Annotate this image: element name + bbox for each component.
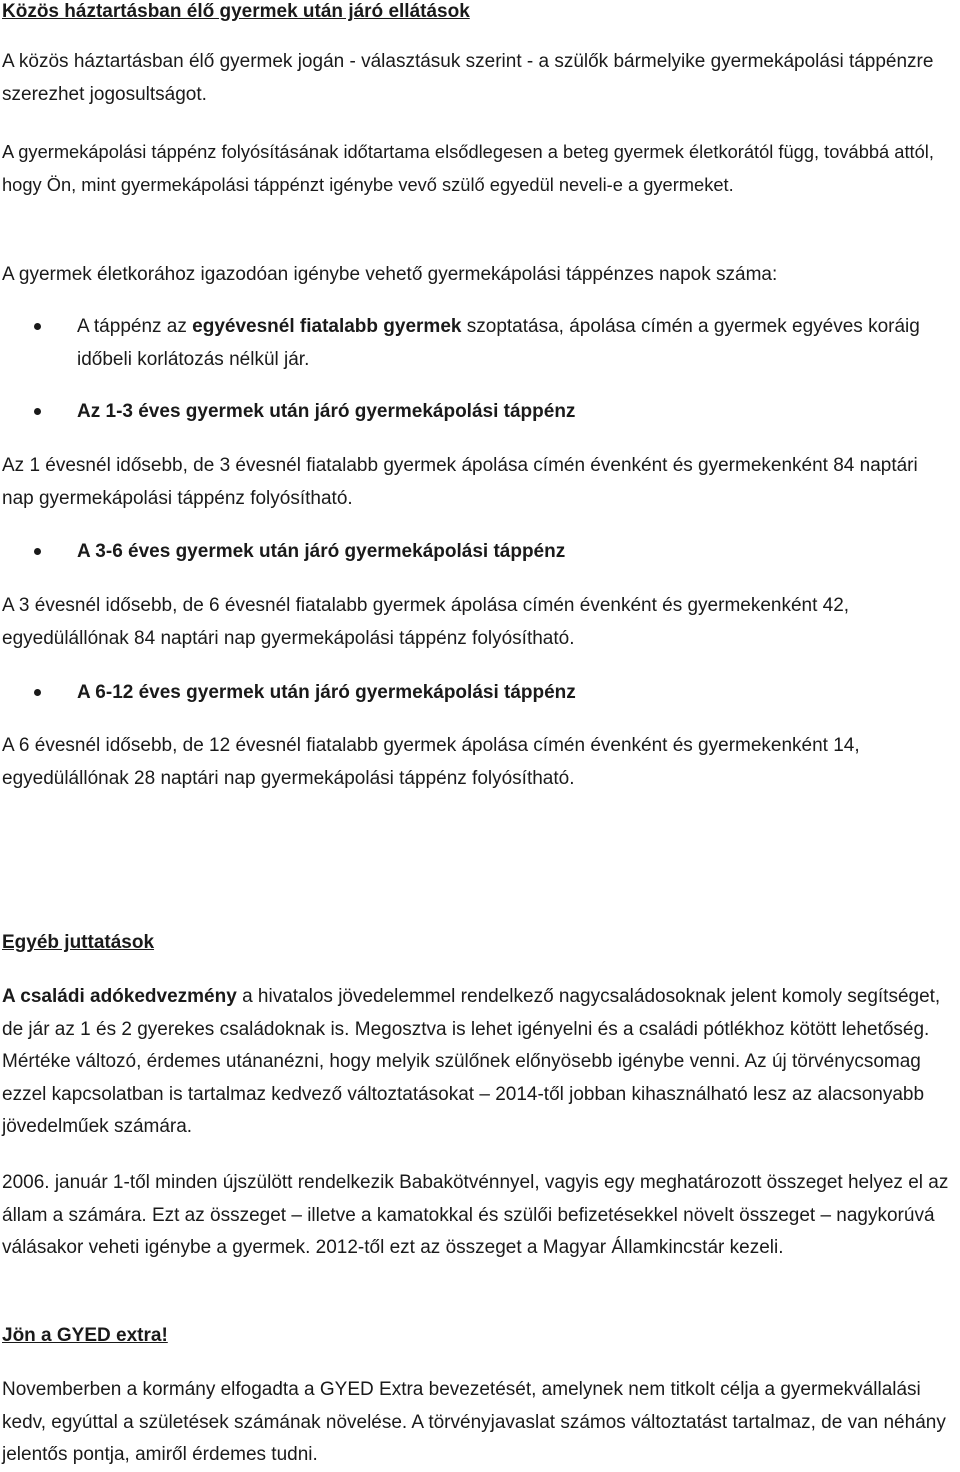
section-title-gyed-extra — [2, 1320, 952, 1353]
section-title-gyed-extra-text: Jön a GYED extra! — [2, 1325, 168, 1346]
paragraph-age-3-6: A 3 évesnél idősebb, de 6 évesnél fiatalabb gyermek ápolása címén évenként és gyermekenként 42, egyedülállónak 84 naptári nap gyermekápolási táppénz folyósítható. — [2, 595, 850, 649]
bullet-infant-suffix: szoptatása, ápolása címén a gyermek egyéves koráig időbeli korlátozás nélkül jár. — [77, 316, 920, 370]
heading-age-3-6: A 3-6 éves gyermek után járó gyermekápolási táppénz — [77, 541, 566, 562]
section-title-household-text: Közös háztartásban élő gyermek után járó ellátások — [2, 1, 470, 22]
list-item-infant — [0, 311, 955, 377]
section-title-other-benefits-text: Egyéb juttatások — [2, 932, 155, 953]
bullet-infant-bold: egyévesnél fiatalabb gyermek — [192, 316, 462, 337]
bullet-infant-prefix: A táppénz az — [77, 316, 193, 337]
paragraph-gyed-extra: Novemberben a kormány elfogadta a GYED Extra bevezetését, amelynek nem titkolt célja a gyermekvállalási kedv, egyúttal a születések számának növelése. A törvényjavaslat számos változtatást tartalmaz, de van néhány jelentős pontja, amiről érdemes tudni. — [2, 1379, 946, 1465]
paragraph-age-1-3: Az 1 évesnél idősebb, de 3 évesnél fiatalabb gyermek ápolása címén évenként és gyermekenként 84 naptári nap gyermekápolási táppénz folyósítható. — [2, 455, 918, 509]
list-item-age-3-6 — [0, 536, 955, 569]
paragraph-intro: A közös háztartásban élő gyermek jogán - választásuk szerint - a szülők bármelyike gyermekápolási táppénzre szerezhet jogosultságot. — [2, 51, 934, 105]
section-title-household — [2, 0, 952, 29]
paragraph-age-6-12: A 6 évesnél idősebb, de 12 évesnél fiatalabb gyermek ápolása címén évenként és gyermekenként 14, egyedülállónak 28 naptári nap gyermekápolási táppénz folyósítható. — [2, 735, 860, 789]
paragraph-tax-allowance — [2, 981, 952, 1144]
heading-age-6-12: A 6-12 éves gyermek után járó gyermekápolási táppénz — [77, 682, 576, 703]
tax-allowance-text: a hivatalos jövedelemmel rendelkező nagycsaládosoknak jelent komoly segítséget, de jár az 1 és 2 gyerekes családoknak is. Megosztva is lehet igényelni és a családi pótlékhoz kötött lehetőség. Mértéke változó, érdemes utánanézni, hogy melyik szülőnek előnyösebb igénybe venni. Az új törvénycsomag ezzel kapcsolatban is tartalmaz kedvező változtatásokat – 2014-től jobban kihasználható lesz az alacsonyabb jövedelműek számára. — [2, 986, 941, 1137]
list-item-age-1-3 — [0, 396, 955, 429]
paragraph-duration: A gyermekápolási táppénz folyósításának időtartama elsődlegesen a beteg gyermek életkorától függ, továbbá attól, hogy Ön, mint gyermekápolási táppénzt igénybe vevő szülő egyedül neveli-e a gyermeket. — [2, 141, 934, 195]
section-title-other-benefits — [2, 927, 952, 960]
bullet-icon — [34, 323, 41, 330]
heading-age-1-3: Az 1-3 éves gyermek után járó gyermekápolási táppénz — [77, 401, 576, 422]
bullet-icon — [34, 689, 41, 696]
bullet-icon — [34, 548, 41, 555]
paragraph-days-intro: A gyermek életkorához igazodóan igénybe vehető gyermekápolási táppénzes napok száma: — [2, 264, 778, 285]
list-item-age-6-12 — [0, 677, 955, 710]
list-item-infant-text — [77, 311, 952, 376]
bullet-icon — [34, 408, 41, 415]
paragraph-baby-bond: 2006. január 1-től minden újszülött rendelkezik Babakötvénnyel, vagyis egy meghatározott összeget helyez el az állam a számára. Ezt az összeget – illetve a kamatokkal és szülői befizetésekkel növelt összeget – nagykorúvá válásakor veheti igénybe a gyermek. 2012-től ezt az összeget a Magyar Államkincstár kezeli. — [2, 1172, 949, 1258]
tax-allowance-bold: A családi adókedvezmény — [2, 986, 237, 1007]
